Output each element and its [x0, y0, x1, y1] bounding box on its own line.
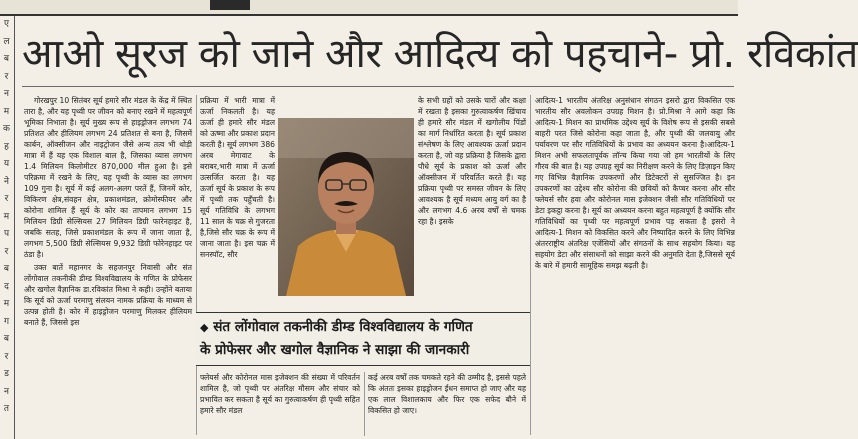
strip-char: ब — [3, 264, 10, 274]
bullet-icon: ◆ — [200, 321, 209, 334]
strip-char: र — [4, 194, 9, 204]
subhead-line-1 — [200, 317, 526, 338]
strip-char: ह — [4, 141, 9, 152]
column-1 — [24, 95, 192, 435]
column-divider — [530, 95, 531, 435]
strip-char: ग — [3, 316, 10, 327]
column-divider — [364, 372, 365, 436]
column-4 — [535, 95, 735, 435]
portrait-image — [278, 118, 414, 296]
left-strip — [0, 16, 13, 439]
subhead-box — [196, 312, 530, 366]
column-2-lower — [200, 296, 412, 310]
column-2 — [200, 95, 275, 310]
paragraph: के सभी ग्रहों को उसके चारों और कक्षा में रखता है इसका गुरुत्वाकर्षण खिंचाव ही हमारे सौर मंडल में खगोलीय पिंडों का मार्ग निर्धारित करता है। सूर्य प्रकाश संश्लेषण के लिए आवश्यक ऊर्जा प्रदान करता है, जो वह प्रक्रिया है जिसके द्वारा पौधे सूर्य के प्रकाश को ऊर्जा और ऑक्सीजन में परिवर्तित करते हैं। यह प्रक्रिया पृथ्वी पर समस्त जीवन के लिए आवश्यक है सूर्य मध्यम आयु वर्ग का है और लगभग 4.6 अरब वर्षों से चमक रहा है। इसके — [418, 96, 526, 226]
strip-char: त — [3, 404, 10, 414]
paragraph: गोरखपुर 10 सितंबर सूर्य हमारे सौर मंडल के केंद्र में स्थित तारा है, और यह पृथ्वी पर जीवन को बनाए रखने में महत्वपूर्ण भूमिका निभाता है। सूर्य मुख्य रूप से हाइड्रोजन लगभग 74 प्रतिशत और हीलियम लगभग 24 प्रतिशत से बना है, जिसमें कार्बन, ऑक्सीजन और नाइट्रोजन जैसे अन्य तत्व भी थोड़ी मात्रा में हैं यह एक विशाल बाल है, जिसका व्यास लगभग 1.4 मिलियन किलोमीटर 870,000 मील हुआ है। इसे परिक्रमा में रखने के लिए, यह पृथ्वी के व्यास का लगभग 109 गुना है। सूर्य में कई अलग-अलग परतें हैं, जिनमें कोर, विकिरण क्षेत्र,संवहन क्षेत्र, प्रकाशमंडल, क्रोमोस्फीयर और कोरोना शामिल हैं सूर्य के कोर का तापमान लगभग 15 मिलियन डिग्री सेल्सियस 27 मिलियन डिग्री फारेनहाइट है, जबकि सतह, जिसे प्रकाशमंडल के रूप में जाना जाता है, लगभग 5,500 डिग्री सेल्सियस 9,932 डिग्री फोरेनहाइट पर ठंडा है। — [24, 96, 192, 259]
column-3 — [418, 95, 526, 310]
strip-char: र — [4, 246, 9, 257]
strip-char: प — [3, 229, 10, 239]
column-2-bottom — [200, 372, 360, 436]
strip-char: ने — [4, 176, 9, 187]
strip-char: ब — [3, 334, 10, 344]
strip-char: र — [4, 71, 9, 82]
strip-char: म — [3, 211, 10, 222]
strip-char: ड — [4, 369, 9, 379]
strip-char: न — [4, 89, 9, 99]
headline: आओ सूरज को जाने और आदित्य को पहचाने- प्रो. रविकांत — [22, 31, 858, 77]
strip-char: य — [3, 159, 10, 169]
subhead-line-2: के प्रोफेसर और खगोल वैज्ञानिक ने साझा की जानकारी — [200, 342, 470, 358]
paragraph: उक्त बातें महानगर के सहजनपुर निवासी और संत लोंगोवाल तकनीकी डीम्ड विश्वविद्यालय के गणित के प्रोफेसर और खगोल वैज्ञानिक डा.रविकांत मिश्रा ने कही। उन्होंने बताया कि सूर्य को ऊर्जा परमाणु संलयन नामक प्रक्रिया के माध्यम से उत्पन्न होती है। कोर में हाइड्रोजन परमाणु मिलकर हीलियम बनाते हैं, जिससे इस — [24, 263, 192, 327]
strip-char: म — [3, 299, 10, 309]
column-divider — [196, 95, 197, 435]
paragraph: कई अरब वर्षों तक चमकते रहने की उम्मीद है, इससे पहले कि अंततः इसका हाइड्रोजन ईंधन समाप्त हो जाए और यह एक लाल विशालकाय और फिर एक सफेद बौने में विकसित हो जाए। — [368, 373, 526, 415]
strip-char: न — [4, 386, 9, 397]
strip-char: ब — [3, 54, 10, 64]
top-bar-fragment — [210, 0, 250, 10]
strip-char: क — [3, 124, 10, 134]
strip-char: ए — [4, 19, 9, 29]
portrait-photo — [278, 118, 414, 296]
paragraph: प्रक्रिया में भारी मात्रा में ऊर्जा निकलती है। यह ऊर्जा ही हमारे सौर मंडल को ऊष्मा और प्रकाश प्रदान करती है। सूर्य लगभग 386 अरब मेगावाट के बराबर,भारी मात्रा में ऊर्जा उत्सर्जित करता है। यह ऊर्जा सूर्य के प्रकाश के रूप में पृथ्वी तक पहुँचती है। सूर्य गतिविधि के लगभग 11 साल के चक्र से गुजरता है,जिसे सौर चक्र के रूप में जाना जाता है। इस चक्र में सनस्पॉट, सौर — [200, 96, 276, 259]
headline-underline — [22, 86, 734, 87]
strip-char: द — [4, 281, 9, 292]
strip-char: ल — [3, 36, 10, 47]
paragraph: फ्लेयर्स और कोरोनल मास इजेक्शन की संख्या में परिवर्तन शामिल है, जो पृथ्वी पर अंतरिक्ष मौसम और संचार को प्रभावित कर सकता है सूर्य का गुरुत्वाकर्षण ही पृथ्वी सहित हमारे सौर मंडल — [200, 373, 360, 415]
paragraph: आदित्य-1 भारतीय अंतरिक्ष अनुसंधान संगठन इसरो द्वारा विकसित एक भारतीय सौर अवलोकन उपग्रह मिशन है। प्रो.मिश्रा ने आगे कहा कि आदित्य-1 मिशन का प्राथमिक उद्देश्य सूर्य के विशेष रूप से इसकी सबसे बाहरी परत जिसे कोरोना कहा जाता है, और पृथ्वी की जलवायु और पर्यावरण पर सौर गतिविधियों के प्रभाव का अध्ययन करना है।आदित्य-1 मिशन अभी सफलतापूर्वक लॉन्च किया गया जो हम भारतीयों के लिए गौरव की बात है। यह उपग्रह सूर्य का निरीक्षण करने के लिए डिज़ाइन किए गए विभिन्न वैज्ञानिक उपकरणों और डिटेक्टरों से सुसज्जित है। इन उपकरणों का उद्देश्य सौर कोरोना की छवियों को कैप्चर करना और सौर फ्लेयर्स सौर हवा और कोरोनल मास इजेक्शन जैसी सौर गतिविधियों पर डेटा इकट्ठा करना है। सूर्य का अध्ययन करना बहुत महत्वपूर्ण है क्योंकि सौर गतिविधियों का पृथ्वी पर महत्वपूर्ण प्रभाव पड़ सकता है इसरो ने आदित्य-1 मिशन को विकसित करने और निष्पादित करने के लिए विभिन्न अंतरराष्ट्रीय अंतरिक्ष एजेंसियों और संगठनों के साथ सहयोग किया। यह सहयोग डेटा और संसाधनों को साझा करने की अनुमति देता है,जिससे सूर्य के बारे में हमारी सामूहिक समझ बढ़ती है। — [535, 96, 736, 270]
left-strip-divider — [14, 16, 15, 439]
strip-char: म — [3, 106, 10, 117]
subhead-text-1: संत लोंगोवाल तकनीकी डीम्ड विश्वविद्यालय के गणित — [213, 319, 473, 335]
strip-char: र — [4, 351, 9, 362]
top-rule — [0, 0, 738, 16]
column-3-bottom — [368, 372, 526, 436]
